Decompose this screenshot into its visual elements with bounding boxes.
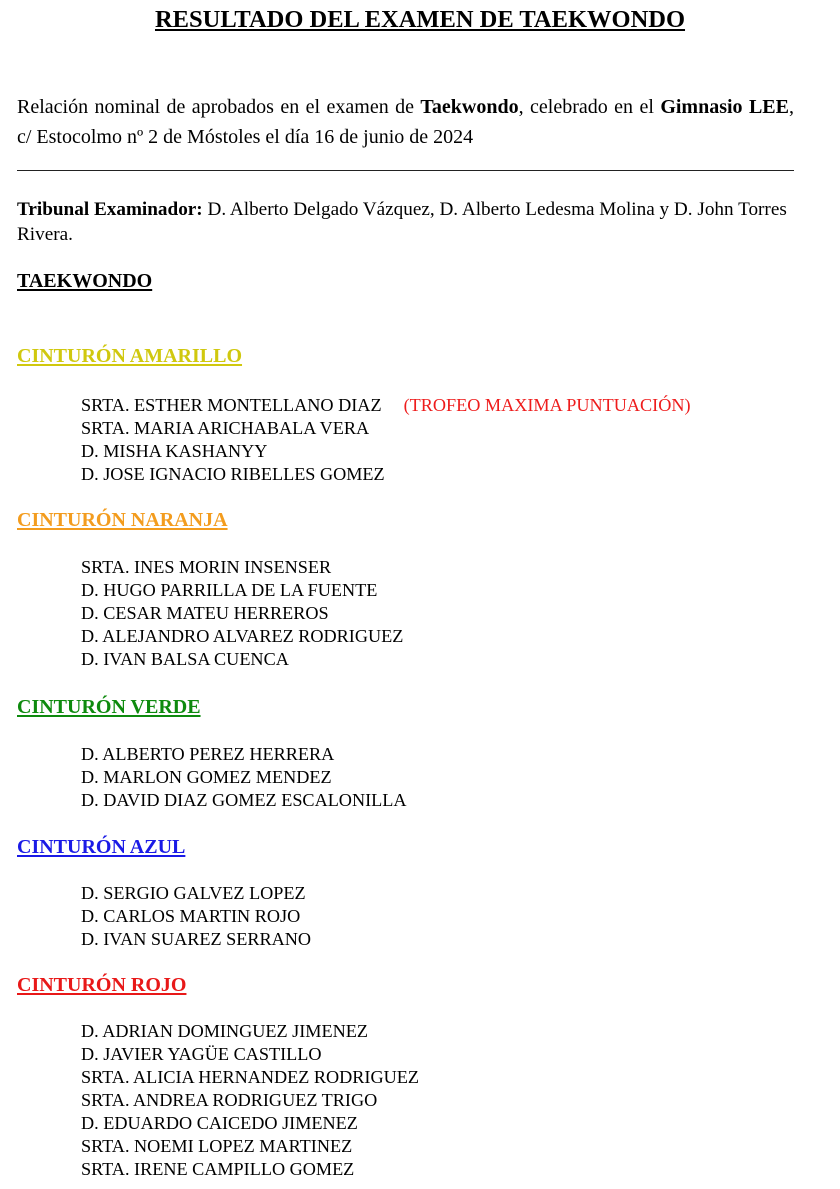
list-item: D. CARLOS MARTIN ROJO bbox=[81, 906, 301, 926]
list-item: D. DAVID DIAZ GOMEZ ESCALONILLA bbox=[81, 790, 407, 810]
trophy-note: (TROFEO MAXIMA PUNTUACIÓN) bbox=[403, 395, 691, 415]
separator-line bbox=[17, 170, 794, 171]
list-item: D. MISHA KASHANYY bbox=[81, 441, 268, 461]
belt-heading-naranja: CINTURÓN NARANJA bbox=[17, 509, 228, 531]
list-item: D. IVAN SUAREZ SERRANO bbox=[81, 929, 312, 949]
list-item: D. SERGIO GALVEZ LOPEZ bbox=[81, 883, 306, 903]
examinee-name: SRTA. ESTHER MONTELLANO DIAZ bbox=[81, 395, 382, 415]
list-item: D. ALBERTO PEREZ HERRERA bbox=[81, 744, 335, 764]
tribunal-paragraph bbox=[17, 197, 797, 247]
list-item: SRTA. MARIA ARICHABALA VERA bbox=[81, 418, 370, 438]
list-item: D. EDUARDO CAICEDO JIMENEZ bbox=[81, 1113, 358, 1133]
belt-heading-rojo: CINTURÓN ROJO bbox=[17, 974, 187, 996]
intro-bold-gym: Gimnasio LEE bbox=[660, 96, 789, 118]
list-item: SRTA. IRENE CAMPILLO GOMEZ bbox=[81, 1159, 355, 1179]
belt-heading-verde: CINTURÓN VERDE bbox=[17, 696, 201, 718]
list-item: D. ADRIAN DOMINGUEZ JIMENEZ bbox=[81, 1021, 368, 1041]
list-item: D. ALEJANDRO ALVAREZ RODRIGUEZ bbox=[81, 626, 404, 646]
list-item: D. IVAN BALSA CUENCA bbox=[81, 649, 289, 669]
page-title: RESULTADO DEL EXAMEN DE TAEKWONDO bbox=[154, 6, 686, 33]
list-item: D. JOSE IGNACIO RIBELLES GOMEZ bbox=[81, 464, 385, 484]
section-heading: TAEKWONDO bbox=[17, 270, 153, 292]
list-item: D. MARLON GOMEZ MENDEZ bbox=[81, 767, 332, 787]
list-item: D. JAVIER YAGÜE CASTILLO bbox=[81, 1044, 322, 1064]
list-item: SRTA. NOEMI LOPEZ MARTINEZ bbox=[81, 1136, 353, 1156]
intro-text-3: , c/ Estocolmo nº 2 de Móstoles el día 16 de junio de 2024 bbox=[17, 96, 794, 148]
list-item: SRTA. ALICIA HERNANDEZ RODRIGUEZ bbox=[81, 1067, 419, 1087]
name-list-amarillo bbox=[81, 394, 691, 486]
list-item: SRTA. INES MORIN INSENSER bbox=[81, 557, 332, 577]
intro-bold-discipline: Taekwondo bbox=[420, 96, 519, 118]
intro-text-2: , celebrado en el bbox=[518, 96, 661, 118]
intro-paragraph bbox=[17, 92, 794, 152]
name-list-verde bbox=[81, 743, 407, 812]
name-list-naranja bbox=[81, 556, 403, 671]
list-item: D. CESAR MATEU HERREROS bbox=[81, 603, 329, 623]
name-list-rojo bbox=[81, 1020, 419, 1181]
list-item: SRTA. ANDREA RODRIGUEZ TRIGO bbox=[81, 1090, 378, 1110]
belt-heading-azul: CINTURÓN AZUL bbox=[17, 836, 186, 858]
tribunal-label: Tribunal Examinador: bbox=[17, 199, 203, 220]
name-list-azul bbox=[81, 882, 311, 951]
list-item: D. HUGO PARRILLA DE LA FUENTE bbox=[81, 580, 378, 600]
tribunal-members: D. Alberto Delgado Vázquez, D. Alberto Ledesma Molina y D. John Torres Rivera. bbox=[17, 199, 787, 245]
list-item bbox=[81, 394, 691, 417]
intro-text-1: Relación nominal de aprobados en el examen de bbox=[17, 96, 421, 118]
belt-heading-amarillo: CINTURÓN AMARILLO bbox=[17, 345, 243, 367]
